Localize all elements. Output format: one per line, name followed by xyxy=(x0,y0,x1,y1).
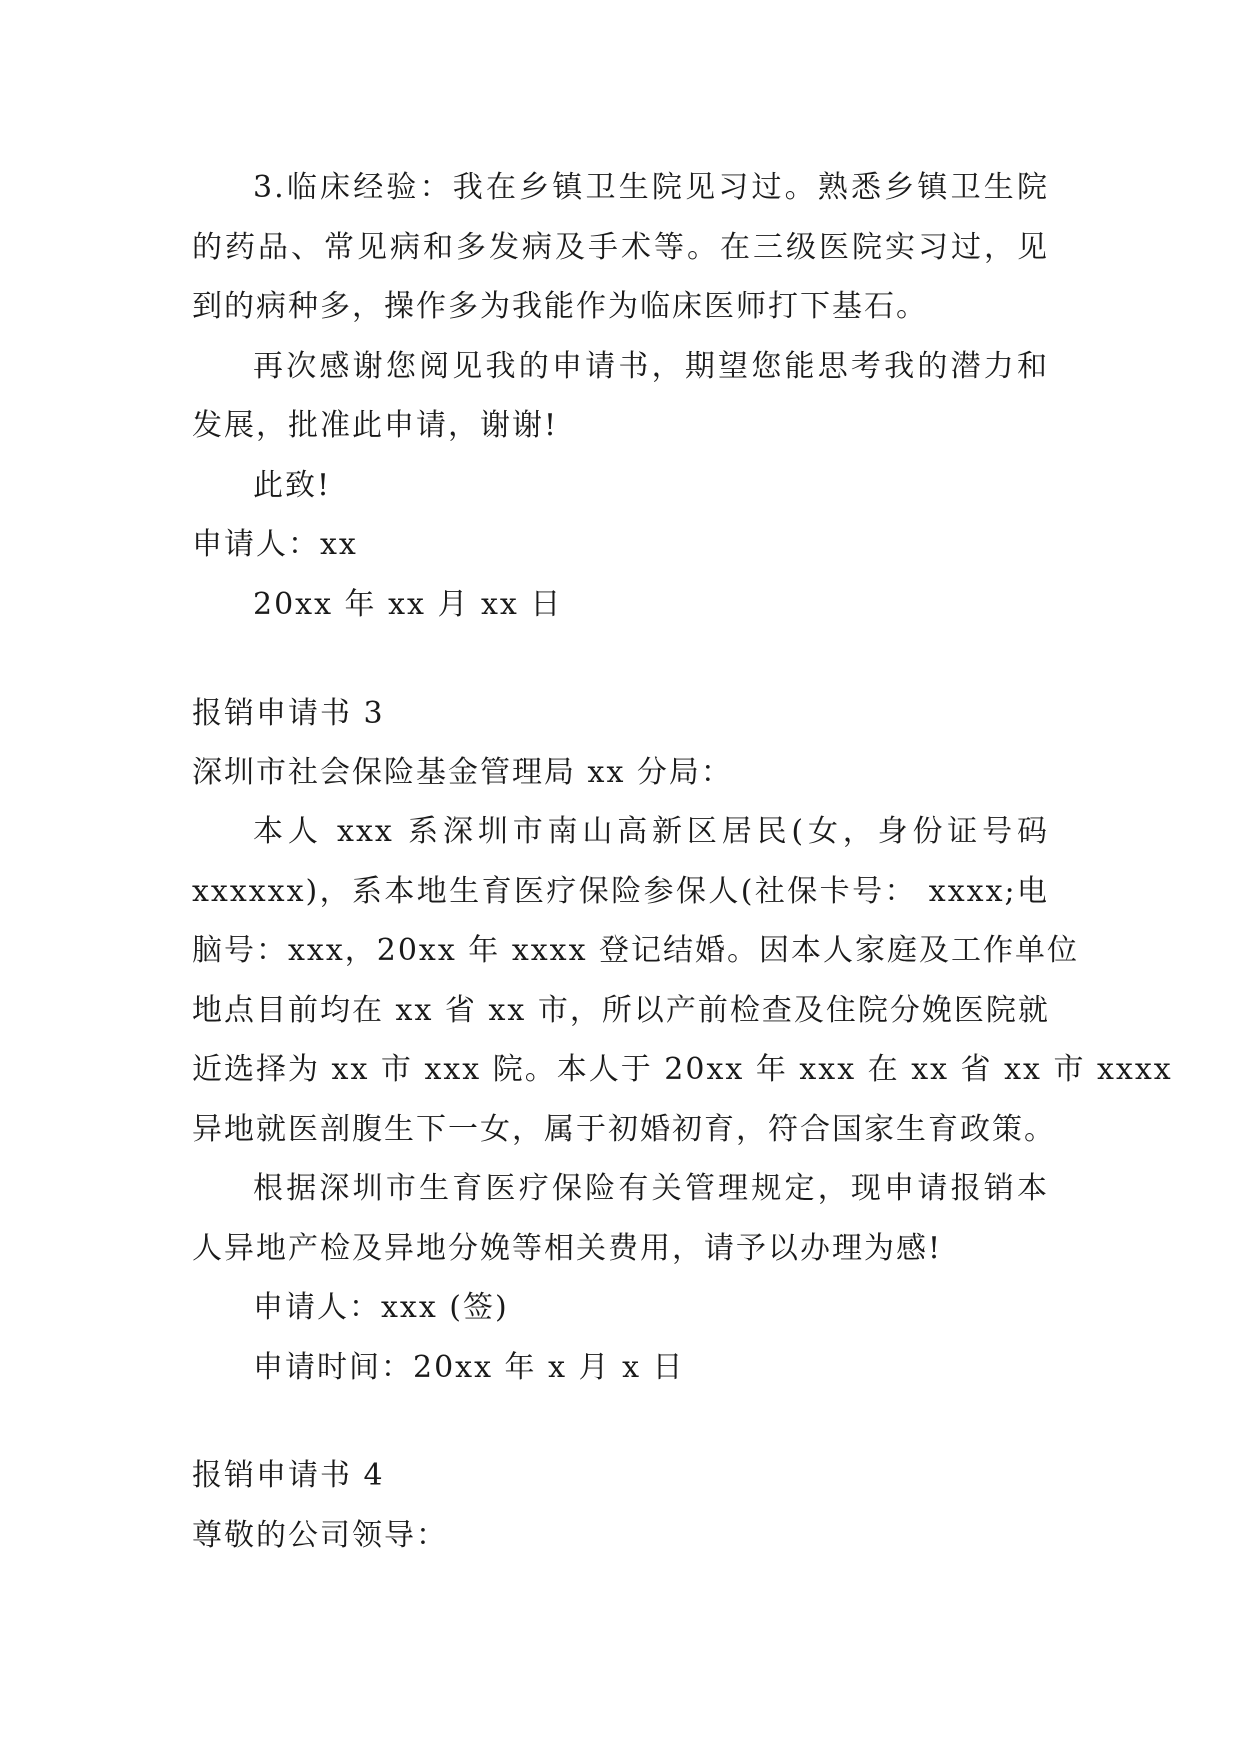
section-title-4: 报销申请书 4 xyxy=(192,1458,385,1493)
body-line: 本人 xxx 系深圳市南山高新区居民(女，身份证号码 xyxy=(253,814,1049,849)
application-date-3: 申请时间：20xx 年 x 月 x 日 xyxy=(253,1350,685,1385)
body-line: 地点目前均在 xx 省 xx 市，所以产前检查及住院分娩医院就 xyxy=(192,993,1050,1028)
applicant-signature: 申请人：xx xyxy=(192,527,358,562)
body-line: 近选择为 xx 市 xxx 院。本人于 20xx 年 xxx 在 xx 省 xx 市 xxxx xyxy=(192,1052,1173,1087)
body-line: 异地就医剖腹生下一女，属于初婚初育，符合国家生育政策。 xyxy=(192,1112,1056,1147)
recipient-line-4: 尊敬的公司领导： xyxy=(192,1518,448,1553)
recipient-line-3: 深圳市社会保险基金管理局 xx 分局： xyxy=(192,755,733,790)
body-line: xxxxxx)，系本地生育医疗保险参保人(社保卡号： xxxx;电 xyxy=(192,874,1049,909)
request-line2: 人异地产检及异地分娩等相关费用，请予以办理为感! xyxy=(192,1231,943,1266)
section-title-3: 报销申请书 3 xyxy=(192,696,385,731)
applicant-date: 20xx 年 xx 月 xx 日 xyxy=(253,587,563,622)
applicant-signature-3: 申请人：xxx (签) xyxy=(253,1290,509,1325)
closing-salutation: 此致! xyxy=(253,468,332,503)
paragraph-clinical-line2: 的药品、常见病和多发病及手术等。在三级医院实习过，见 xyxy=(192,230,1049,265)
paragraph-clinical-line1: 3.临床经验：我在乡镇卫生院见习过。熟悉乡镇卫生院 xyxy=(253,170,1049,205)
body-line: 脑号：xxx，20xx 年 xxxx 登记结婚。因本人家庭及工作单位 xyxy=(192,933,1080,968)
paragraph-thanks-line1: 再次感谢您阅见我的申请书，期望您能思考我的潜力和 xyxy=(253,349,1049,384)
request-line1: 根据深圳市生育医疗保险有关管理规定，现申请报销本 xyxy=(253,1171,1049,1206)
paragraph-thanks-line2: 发展，批准此申请，谢谢! xyxy=(192,408,559,443)
paragraph-clinical-line3: 到的病种多，操作多为我能作为临床医师打下基石。 xyxy=(192,289,928,324)
